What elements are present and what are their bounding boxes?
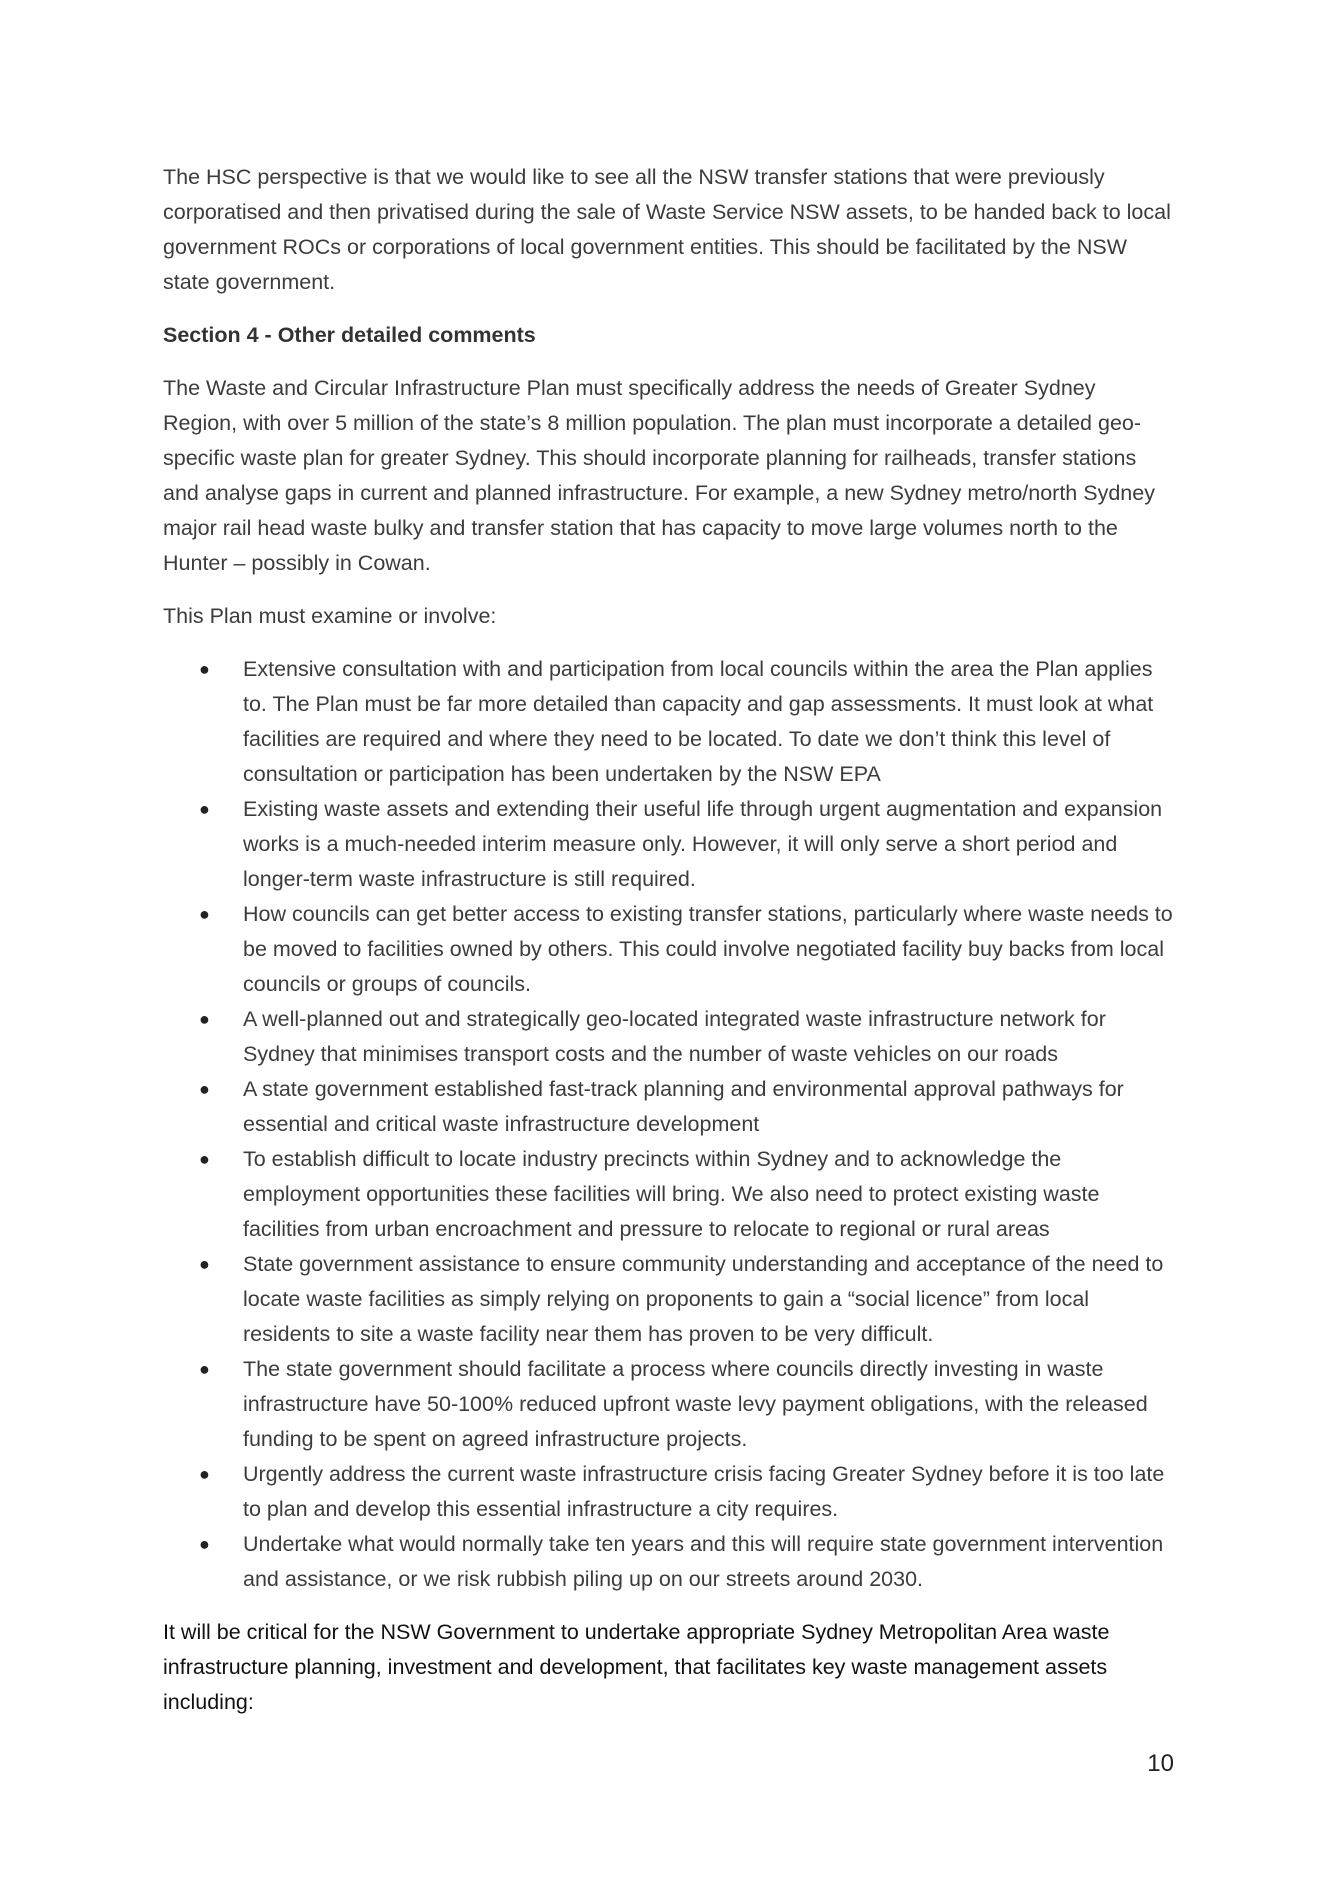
page-body [163, 160, 1175, 1738]
list-item-text: Extensive consultation with and participation from local councils within the area the Plan applies to. The Plan must be far more detailed than capacity and gap assessments. It must look at what facilities are required and where they need to be located. To date we don’t think this level of consultation or participation has been undertaken by the NSW EPA [243, 657, 1154, 786]
list-item-text: A well-planned out and strategically geo-located integrated waste infrastructure network for Sydney that minimises transport costs and the number of waste vehicles on our roads [243, 1007, 1106, 1066]
paragraph-hsc-perspective: The HSC perspective is that we would like to see all the NSW transfer stations that were previously corporatised and then privatised during the sale of Waste Service NSW assets, to be handed back to local government ROCs or corporations of local government entities. This should be facilitated by the NSW state government. [163, 165, 1171, 294]
list-item [199, 1527, 1175, 1597]
bullet-icon: ● [199, 1009, 210, 1029]
list-item-text: State government assistance to ensure community understanding and acceptance of the need to locate waste facilities as simply relying on proponents to gain a “social licence” from local residents to site a waste facility near them has proven to be very difficult. [243, 1252, 1164, 1346]
list-item-text: Undertake what would normally take ten years and this will require state government intervention and assistance, or we risk rubbish piling up on our streets around 2030. [243, 1532, 1164, 1591]
list-item-text: A state government established fast-track planning and environmental approval pathways for essential and critical waste infrastructure development [243, 1077, 1124, 1136]
list-item-text: How councils can get better access to existing transfer stations, particularly where waste needs to be moved to facilities owned by others. This could involve negotiated facility buy backs from local councils or groups of councils. [243, 902, 1173, 996]
section-heading: Section 4 - Other detailed comments [163, 323, 536, 347]
bullet-icon: ● [199, 904, 210, 924]
list-item-text: The state government should facilitate a process where councils directly investing in waste infrastructure have 50-100% reduced upfront waste levy payment obligations, with the released funding to be spent on agreed infrastructure projects. [243, 1357, 1148, 1451]
list-item [199, 1457, 1175, 1527]
bullet-icon: ● [199, 1079, 210, 1099]
list-item [199, 1002, 1175, 1072]
page-number: 10 [1147, 1750, 1174, 1777]
list-item [199, 792, 1175, 897]
list-item [199, 1142, 1175, 1247]
paragraph-plan-examine-intro: This Plan must examine or involve: [163, 604, 497, 628]
bullet-icon: ● [199, 1254, 210, 1274]
list-item-text: Urgently address the current waste infrastructure crisis facing Greater Sydney before it is too late to plan and develop this essential infrastructure a city requires. [243, 1462, 1165, 1521]
list-item [199, 1072, 1175, 1142]
bullet-icon: ● [199, 1149, 210, 1169]
bullet-icon: ● [199, 1359, 210, 1379]
list-item [199, 897, 1175, 1002]
bullet-icon: ● [199, 799, 210, 819]
paragraph-plan-requirements: The Waste and Circular Infrastructure Plan must specifically address the needs of Greater Sydney Region, with over 5 million of the state’s 8 million population. The plan must incorporate a detailed geo-specific waste plan for greater Sydney. This should incorporate planning for railheads, transfer stations and analyse gaps in current and planned infrastructure. For example, a new Sydney metro/north Sydney major rail head waste bulky and transfer station that has capacity to move large volumes north to the Hunter – possibly in Cowan. [163, 376, 1155, 575]
list-item-text: Existing waste assets and extending their useful life through urgent augmentation and expansion works is a much-needed interim measure only. However, it will only serve a short period and longer-term waste infrastructure is still required. [243, 797, 1163, 891]
list-item [199, 1352, 1175, 1457]
list-item-text: To establish difficult to locate industry precincts within Sydney and to acknowledge the employment opportunities these facilities will bring. We also need to protect existing waste facilities from urban encroachment and pressure to relocate to regional or rural areas [243, 1147, 1100, 1241]
bullet-icon: ● [199, 1464, 210, 1484]
list-item [199, 652, 1175, 792]
bullet-icon: ● [199, 1534, 210, 1554]
bullet-list [163, 652, 1175, 1597]
list-item [199, 1247, 1175, 1352]
paragraph-critical-planning: It will be critical for the NSW Government to undertake appropriate Sydney Metropolitan Area waste infrastructure planning, investment and development, that facilitates key waste management assets including: [163, 1620, 1110, 1714]
bullet-icon: ● [199, 659, 210, 679]
